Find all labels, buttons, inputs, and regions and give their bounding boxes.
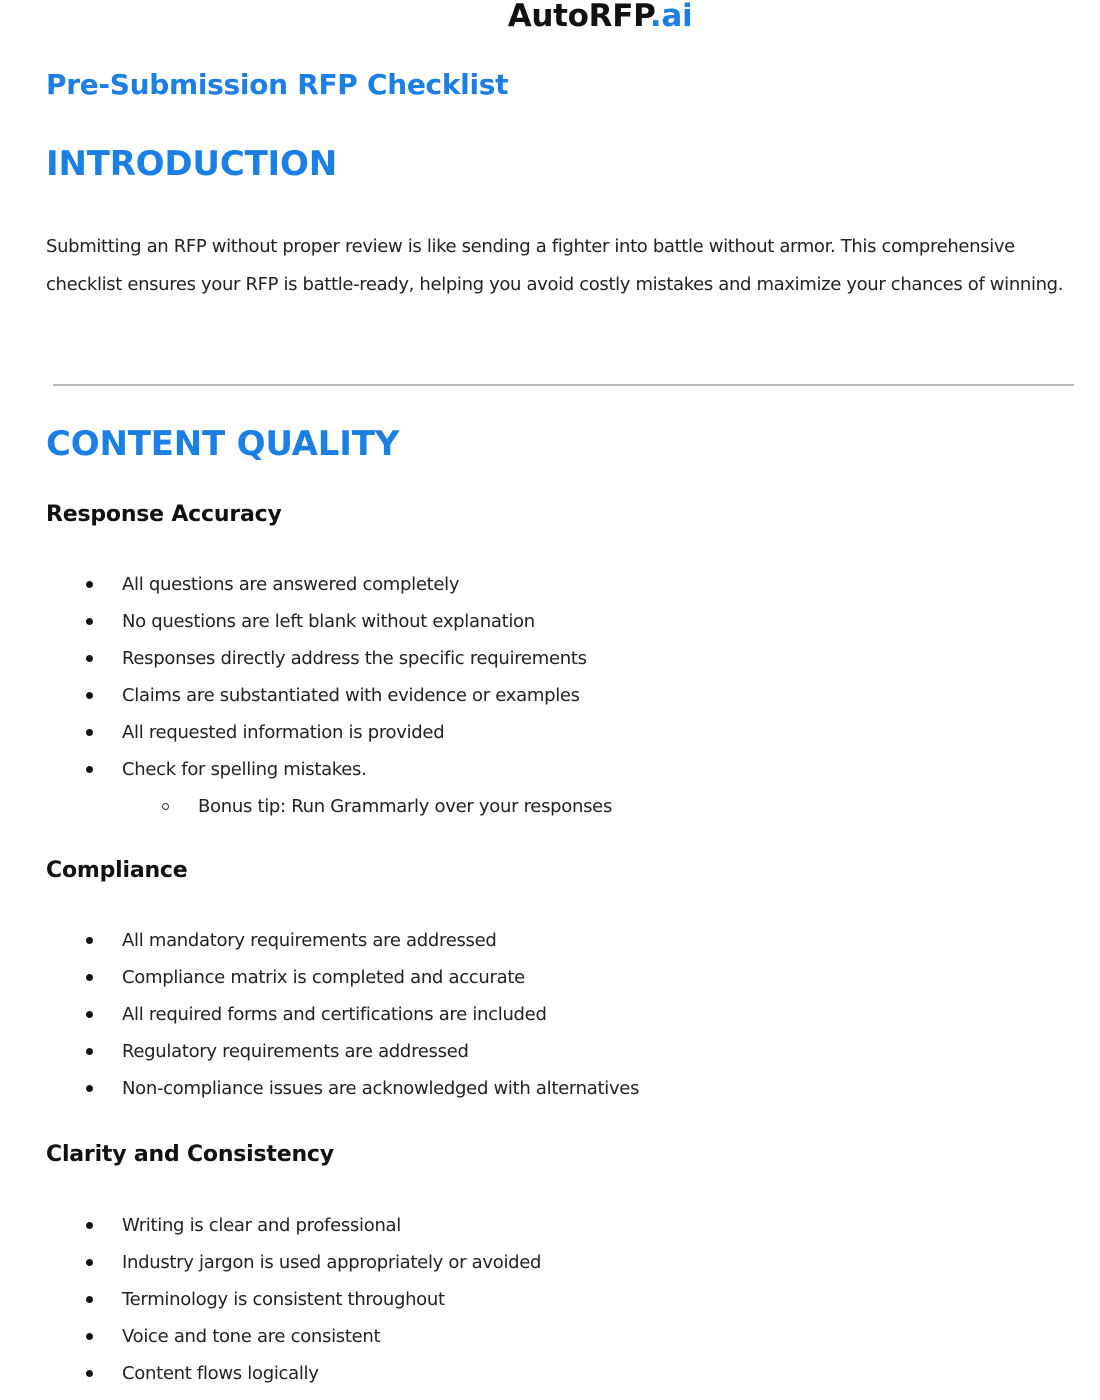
list-item-text: Industry jargon is used appropriately or avoided <box>122 1252 542 1273</box>
bullet-icon <box>86 1048 93 1055</box>
list-item-text: Writing is clear and professional <box>122 1215 401 1236</box>
list-item <box>0 1244 541 1281</box>
content-quality-heading: CONTENT QUALITY <box>46 424 400 464</box>
bullet-icon <box>86 937 93 944</box>
list-item-text: Check for spelling mistakes. <box>122 759 367 780</box>
list-item-text: Non-compliance issues are acknowledged with alternatives <box>122 1078 640 1099</box>
bullet-icon <box>86 729 93 736</box>
list-item-text: All required forms and certifications are included <box>122 1004 547 1025</box>
list-item <box>0 922 639 959</box>
list-item <box>0 1355 541 1392</box>
list-item <box>0 1281 541 1318</box>
hollow-bullet-icon <box>162 803 169 810</box>
response-accuracy-list <box>0 566 612 825</box>
response-accuracy-heading: Response Accuracy <box>46 502 282 527</box>
list-item <box>0 603 612 640</box>
bullet-icon <box>86 581 93 588</box>
list-item <box>0 677 612 714</box>
list-item <box>0 1070 639 1107</box>
compliance-list <box>0 922 639 1107</box>
bullet-icon <box>86 974 93 981</box>
list-item-text: All requested information is provided <box>122 722 445 743</box>
section-divider <box>53 384 1074 386</box>
brand-logo <box>50 0 1100 38</box>
bullet-icon <box>86 1011 93 1018</box>
clarity-consistency-heading: Clarity and Consistency <box>46 1142 334 1167</box>
bullet-icon <box>86 1296 93 1303</box>
introduction-heading: INTRODUCTION <box>46 144 337 184</box>
bullet-icon <box>86 766 93 773</box>
list-item-text: All mandatory requirements are addressed <box>122 930 497 951</box>
list-item <box>0 959 639 996</box>
bullet-icon <box>86 1085 93 1092</box>
list-item-text: Terminology is consistent throughout <box>122 1289 445 1310</box>
list-item-text: Responses directly address the specific requirements <box>122 648 587 669</box>
list-item-text: Voice and tone are consistent <box>122 1326 381 1347</box>
bullet-icon <box>86 1370 93 1377</box>
list-item <box>0 751 612 788</box>
list-item <box>0 996 639 1033</box>
list-item-text: Regulatory requirements are addressed <box>122 1041 469 1062</box>
list-item-text: Compliance matrix is completed and accurate <box>122 967 525 988</box>
list-item-text: Content flows logically <box>122 1363 319 1384</box>
clarity-consistency-list <box>0 1207 541 1392</box>
list-item <box>0 640 612 677</box>
document-title: Pre-Submission RFP Checklist <box>46 68 509 101</box>
compliance-heading: Compliance <box>46 858 188 883</box>
list-item <box>0 1033 639 1070</box>
introduction-paragraph: Submitting an RFP without proper review is like sending a fighter into battle without armor. This comprehensive checklist ensures your RFP is battle-ready, helping you avoid costly mistakes and maximize your chances of winning. <box>46 236 1064 295</box>
list-item <box>0 1318 541 1355</box>
bullet-icon <box>86 655 93 662</box>
list-item-text: No questions are left blank without explanation <box>122 611 535 632</box>
bullet-icon <box>86 692 93 699</box>
list-item <box>0 714 612 751</box>
brand-accent: .ai <box>649 0 693 34</box>
bullet-icon <box>86 1222 93 1229</box>
sub-list-item <box>0 788 612 825</box>
list-item <box>0 1207 541 1244</box>
bullet-icon <box>86 1333 93 1340</box>
list-item-text: All questions are answered completely <box>122 574 460 595</box>
bullet-icon <box>86 618 93 625</box>
list-item <box>0 566 612 603</box>
list-item-text: Claims are substantiated with evidence or examples <box>122 685 580 706</box>
sub-list-item-text: Bonus tip: Run Grammarly over your responses <box>198 796 613 817</box>
brand-name: AutoRFP <box>507 0 650 34</box>
bullet-icon <box>86 1259 93 1266</box>
